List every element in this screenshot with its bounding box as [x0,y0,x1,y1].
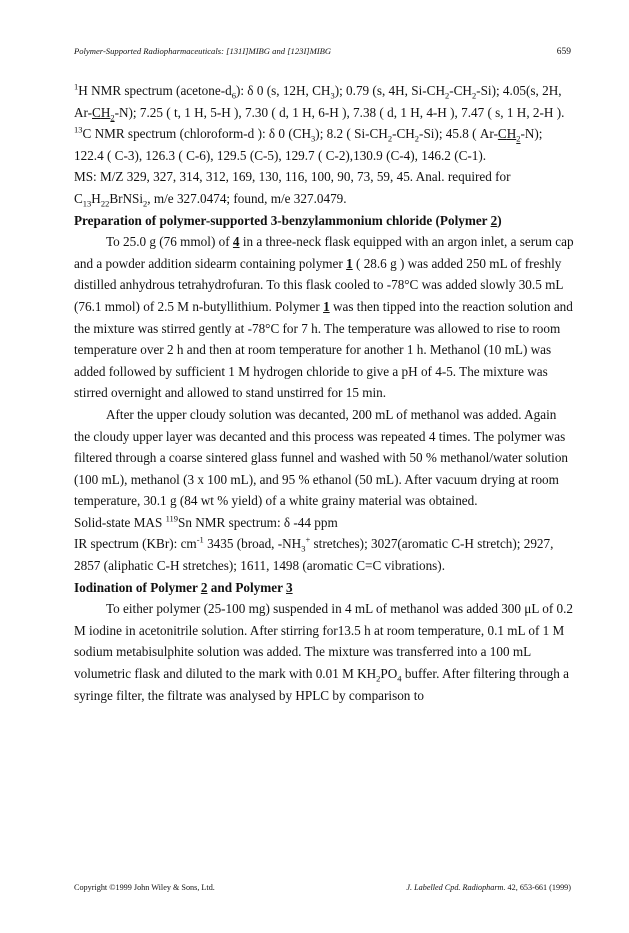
text-run: Solid-state MAS [74,514,166,530]
subscript: 4 [397,673,402,684]
journal-title: J. Labelled Cpd. Radiopharm. [406,883,506,892]
text-run: stretches); 3027(aromatic C-H stretch); 2927, 2857 (aliphatic C-H stretches); 1611, 1498 (aromatic C=C vibrations). [74,536,554,574]
compound-number: 1 [346,255,353,271]
article-body [74,80,574,706]
text-run: was then tipped into the reaction solution and the mixture was stirred gently at -78°C for 7 h. The temperature was allowed to rise to room temperature over 2 h and then at room temperature for another 1 h. Methanol (10 mL) was added followed by sufficient 1 M hydrogen chloride to give a pH of 4-5. The mixture was stirred overnight and allowed to stand unstirred for 15 min. [74,298,573,401]
text-run: buffer. After filtering through a syringe filter, the filtrate was analysed by HPLC by comparison to [74,666,570,703]
text-run: -CH [449,83,472,98]
heading-text: ) [497,212,502,228]
superscript: + [305,535,311,546]
underlined-atom: C [497,126,507,142]
subscript: 3 [301,544,306,555]
text-run: ( 28.6 g ) was added 250 mL of freshly distilled anhydrous tetrahydrofuran. To this flask cooled to -78°C was added slowly 30.5 mL (76.1 mmol) of 2.5 M n-butyllithium. Polymer [74,255,563,314]
page-number: 659 [556,47,571,57]
superscript: 1 [74,81,79,92]
running-title: Polymer-Supported Radiopharmaceuticals: [131I]MIBG and [123I]MIBG [74,46,332,56]
text-run: C NMR spectrum (chloroform-d ): δ 0 (CH [82,126,312,142]
text-run: ); 8.2 ( Si-CH [315,126,388,142]
text-run: 3435 (broad, -NH [203,536,302,552]
heading-text: and Polymer [207,579,286,595]
running-header [74,46,571,57]
formula-subscript: 2 [143,198,148,209]
text-run: -N); 7.25 ( t, 1 H, 5-H ), 7.30 ( d, 1 H, 6-H ), 7.38 ( d, 1 H, 4-H ), 7.47 ( s, 1 H, 2-H ). [114,104,565,120]
formula-part: BrNSi [109,190,144,206]
text-run: -CH [392,126,415,142]
text-run: -Si); 45.8 ( Ar- [419,126,498,142]
superscript: 13 [74,124,83,135]
nmr-data-paragraph: $^1$H NMR spectrum $(acetone-d_6)$: δ 0 (s, 12H, $CH_3$); 0.79 (s, 4H, $Si-CH_2-CH_2-Si$); 4.05(s, 2H, $Ar-CH_2-N$); 7.25 ( t, 1 H, 5-H ), 7.30 ( d, 1 H, 6-H ), 7.38 ( d, 1 H, 4-H ), 7.47 ( s, 1 H, 2-H ). $^{13}$C NMR spectrum (chloroform-d ): δ 0 $(CH_3)$; 8.2 ( $Si-CH_2-CH_2-Si$); 45.8 ( $Ar-CH_2-N$); 122.4 ( C-3), 126.3 ( C-6), 129.5 (C-5), 129.7 ( C-2),130.9 (C-4), 146.2 (C-1). MS: M/Z 329, 327, 314, 312, 169, 130, 116, 100, 90, 73, 59, 45. Anal. required for $C_{13}H_{22}BrNSi_2$, m/e 327.0474; found, m/e 327.0479. [74,81,565,209]
superscript: -1 [196,535,204,546]
heading-text: Preparation of polymer-supported 3-benzylammonium chloride (Polymer [74,212,491,228]
compound-number: 4 [232,234,240,250]
mass-spec-line: MS: M/Z 329, 327, 314, 312, 169, 130, 116, 100, 90, 73, 59, 45. Anal. required for [74,169,511,185]
workup-paragraph: After the upper cloudy solution was decanted, 200 mL of methanol was added. Again the cloudy upper layer was decanted and this process was repeated 4 times. The polymer was filtered through a coarse sintered glass funnel and washed with 50 % methanol/water solution (100 mL), methanol (3 x 100 mL), and 95 % ethanol (50 mL). After vacuum drying at room temperature, 30.1 g (84 wt % yield) of a white grainy material was obtained. [74,406,569,509]
page-footer [74,883,571,892]
formula-subscript: 13 [82,198,92,209]
formula-part: C [74,190,83,206]
text-run: To 25.0 g (76 mmol) of [106,234,233,250]
text-run: PO [380,666,398,682]
text-run: Sn NMR spectrum: δ -44 ppm [178,514,338,530]
section-heading-iodination [74,577,574,599]
procedure-paragraph [74,231,574,404]
text-run: To either polymer (25-100 mg) suspended in 4 mL of methanol was added 300 μL of 0.2 M iodine in acetonitrile solution. After stirring for13.5 h at room temperature, 0.1 mL of 1 M sodium metabisulphite solution was added. The mixture was transferred into a 100 mL volumetric flask and diluted to the mark with 0.01 M KH [74,601,573,682]
formula-subscript: 22 [100,198,110,209]
underlined-atom: H [100,104,111,120]
text-run: , m/e 327.0474; found, m/e 327.0479. [147,190,347,206]
superscript: 119 [165,513,179,524]
text-run: IR spectrum (KBr): cm [74,536,197,552]
text-run: ): δ 0 (s, 12H, CH [235,83,331,98]
compound-number: 3 [285,579,293,595]
compound-number: 2 [200,579,208,595]
text-run: H NMR spectrum (acetone-d [78,83,232,98]
text-run: -Si); 4.05(s, 2H, Ar- [74,83,562,120]
compound-number: 2 [490,212,498,228]
text-run: ); 0.79 (s, 4H, Si-CH [334,83,445,98]
formula-part: H [91,190,101,206]
journal-citation [406,883,571,892]
iodination-paragraph [74,598,574,706]
subscript: 2 [376,673,381,684]
compound-number: 1 [323,298,330,314]
section-heading-polymer-2 [74,210,574,232]
underlined-atom: H [506,126,517,142]
ir-spectrum-paragraph [74,533,574,576]
copyright-notice: Copyright ©1999 John Wiley & Sons, Ltd. [74,883,215,892]
text-run: -N); 122.4 ( C-3), 126.3 ( C-6), 129.5 (C-5), 129.7 ( C-2),130.9 (C-4), 146.2 (C-1). [74,126,543,163]
sn-nmr-line [74,512,574,534]
underlined-atom: C [92,104,101,120]
volume-pages: 42, 653-661 (1999) [505,883,571,892]
text-run: in a three-neck flask equipped with an argon inlet, a serum cap and a powder addition sidearm containing polymer [74,234,574,271]
heading-text: Iodination of Polymer [74,579,201,595]
